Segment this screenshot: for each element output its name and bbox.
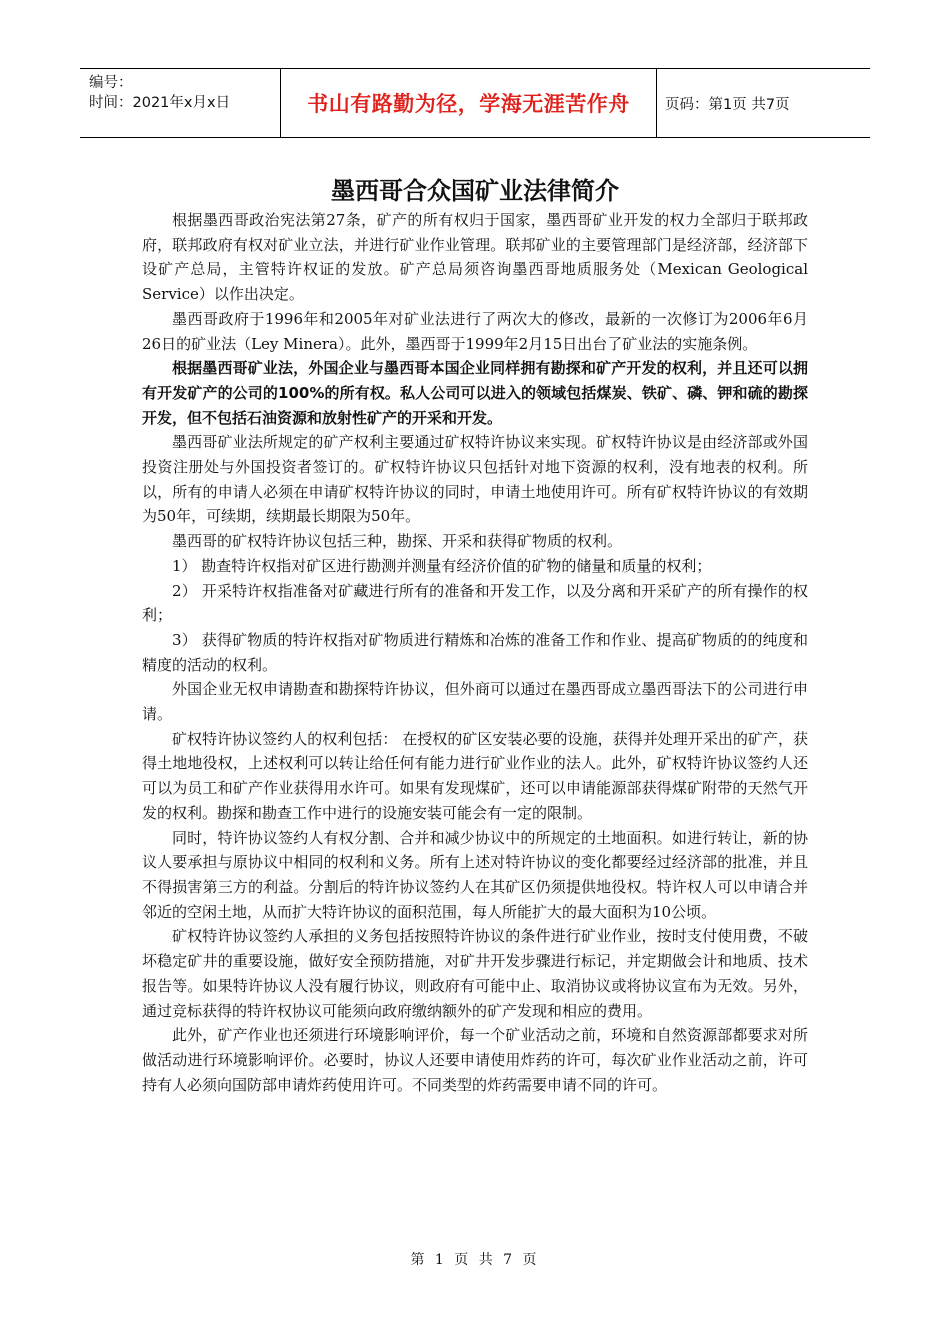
paragraph: 外国企业无权申请勘查和勘探特许协议，但外商可以通过在墨西哥成立墨西哥法下的公司进行申请。 — [142, 680, 808, 724]
paragraph: 矿权特许协议签约人承担的义务包括按照特许协议的条件进行矿业作业，按时支付使用费，不破坏稳定矿井的重要设施，做好安全预防措施，对矿井开发步骤进行标记，并定期做会计和地质、技术报告等。如果特许协议人没有履行协议，则政府有可能中止、取消协议或将协议宣布为无效。另外，通过竞标获得的特许权协议可能须向政府缴纳额外的矿产发现和相应的费用。 — [142, 927, 808, 1020]
document-title: 墨西哥合众国矿业法律简介 — [331, 177, 619, 205]
paragraph: 根据墨西哥政治宪法第27条，矿产的所有权归于国家，墨西哥矿业开发的权力全部归于联邦政府，联邦政府有权对矿业立法，并进行矿业作业管理。联邦矿业的主要管理部门是经济部，经济部下设矿产总局，主管特许权证的发放。矿产总局须咨询墨西哥地质服务处（Mexican Geological Service）以作出决定。 — [142, 211, 808, 304]
page-header — [80, 68, 870, 138]
paragraph: 矿权特许协议签约人的权利包括： 在授权的矿区安装必要的设施，获得并处理开采出的矿产，获得土地地役权，上述权利可以转让给任何有能力进行矿业作业的法人。此外，矿权特许协议签约人还可以为员工和矿产作业获得用水许可。如果有发现煤矿，还可以申请能源部获得煤矿附带的天然气开发的权利。勘探和勘查工作中进行的设施安装可能会有一定的限制。 — [142, 729, 808, 822]
paragraph: 此外，矿产作业也还须进行环境影响评价，每一个矿业活动之前，环境和自然资源部都要求对所做活动进行环境影响评价。必要时，协议人还要申请使用炸药的许可，每次矿业作业活动之前，许可持有人必须向国防部申请炸药使用许可。不同类型的炸药需要申请不同的许可。 — [142, 1026, 808, 1094]
paragraph: 同时，特许协议签约人有权分割、合并和减少协议中的所规定的土地面积。如进行转让，新的协议人要承担与原协议中相同的权利和义务。所有上述对特许协议的变化都要经过经济部的批准，并且不得损害第三方的利益。分割后的特许协议签约人在其矿区仍须提供地役权。特许权人可以申请合并邻近的空闲土地，从而扩大特许协议的面积范围，每人所能扩大的最大面积为10公顷。 — [142, 828, 808, 921]
document-number-label: 编号： — [89, 75, 133, 91]
paragraph: 墨西哥政府于1996年和2005年对矿业法进行了两次大的修改，最新的一次修订为2006年6月26日的矿业法（Ley Minera）。此外，墨西哥于1999年2月15日出台了矿业法的实施条例。 — [142, 309, 808, 353]
header-page-info-cell — [657, 69, 870, 137]
header-motto: 书山有路勤为径，学海无涯苦作舟 — [307, 92, 630, 116]
page-footer: 第 1 页 共 7 页 — [410, 1252, 540, 1268]
paragraph: 墨西哥矿业法所规定的矿产权利主要通过矿权特许协议来实现。矿权特许协议是由经济部或外国投资注册处与外国投资者签订的。矿权特许协议只包括针对地下资源的权利，没有地表的权利。所以，所有的申请人必须在申请矿权特许协议的同时，申请土地使用许可。所有矿权特许协议的有效期为50年，可续期，续期最长期限为50年。 — [142, 433, 808, 526]
header-motto-cell — [280, 69, 657, 137]
paragraph: 墨西哥的矿权特许协议包括三种，勘探、开采和获得矿物质的权利。 — [172, 532, 623, 551]
header-page-info: 页码：第1页 共7页 — [665, 96, 790, 113]
document-body — [142, 208, 808, 1097]
paragraph-bold: 根据墨西哥矿业法，外国企业与墨西哥本国企业同样拥有勘探和矿产开发的权利，并且还可以拥有开发矿产的公司的100%的所有权。私人公司可以进入的领域包括煤炭、铁矿、磷、钾和硫的勘探开发，但不包括石油资源和放射性矿产的开采和开发。 — [142, 359, 808, 427]
header-meta — [80, 69, 280, 137]
list-item: 1） 勘查特许权指对矿区进行勘测并测量有经济价值的矿物的储量和质量的权利； — [172, 556, 712, 575]
document-time-label: 时间：2021年x月x日 — [89, 95, 231, 111]
list-item: 3） 获得矿物质的特许权指对矿物质进行精炼和冶炼的准备工作和作业、提高矿物质的的纯度和精度的活动的权利。 — [142, 630, 808, 674]
list-item: 2） 开采特许权指准备对矿藏进行所有的准备和开发工作，以及分离和开采矿产的所有操作的权利； — [142, 581, 808, 625]
